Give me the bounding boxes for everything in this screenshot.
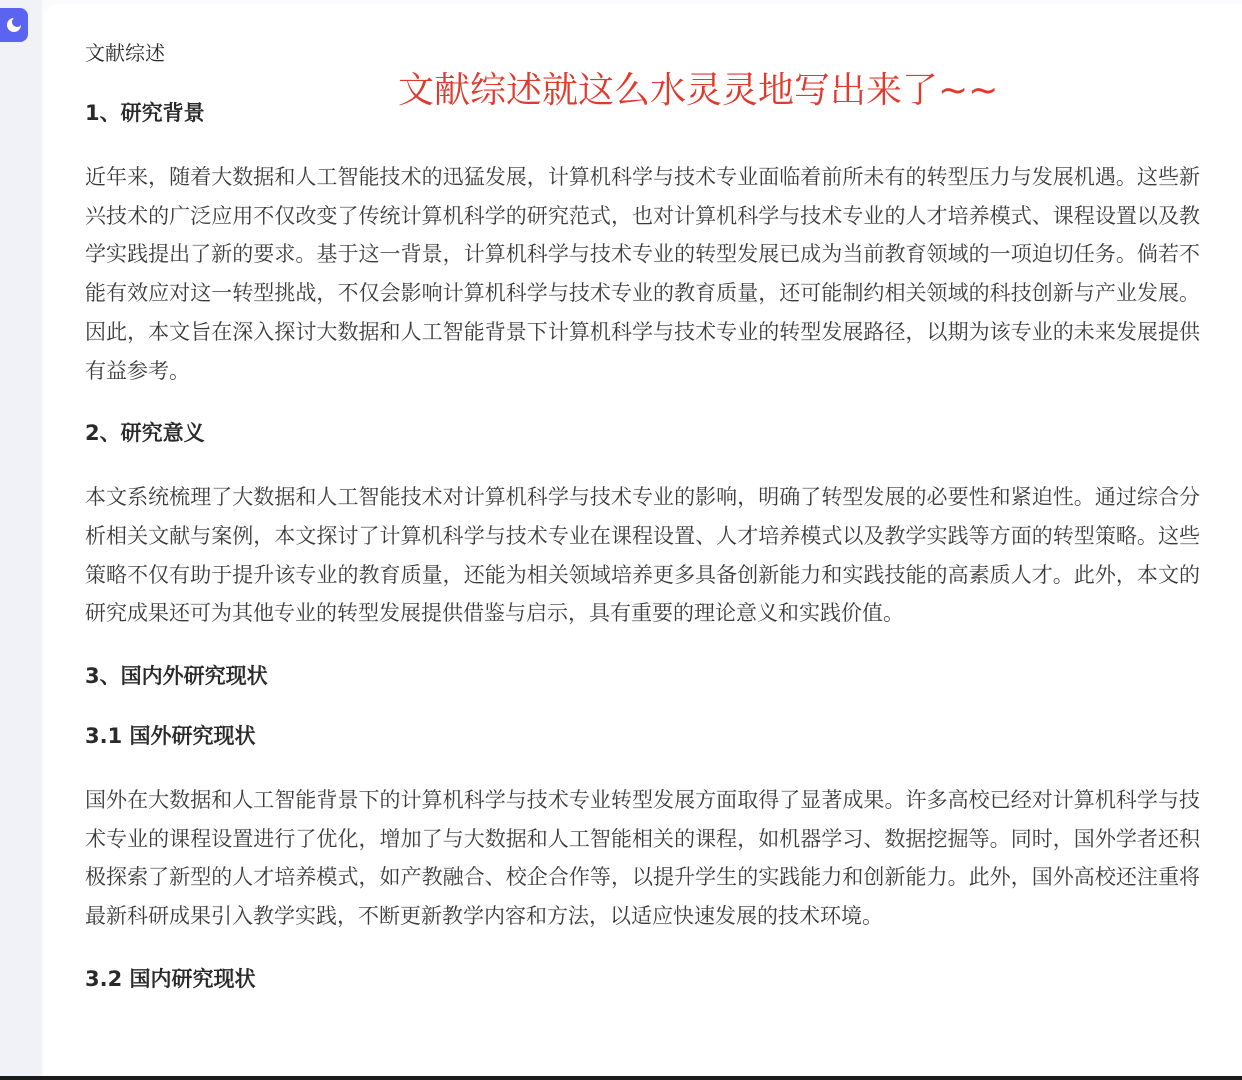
- section-heading-background: 1、研究背景: [85, 101, 205, 125]
- app-logo-button[interactable]: [0, 8, 28, 42]
- document-title: 文献综述: [85, 41, 165, 65]
- paragraph-significance: 本文系统梳理了大数据和人工智能技术对计算机科学与技术专业的影响，明确了转型发展的必要性和紧迫性。通过综合分析相关文献与案例，本文探讨了计算机科学与技术专业在课程设置、人才培养模式以及教学实践等方面的转型策略。这些策略不仅有助于提升该专业的教育质量，还能为相关领域培养更多具备创新能力和实践技能的高素质人才。此外，本文的研究成果还可为其他专业的转型发展提供借鉴与启示，具有重要的理论意义和实践价值。: [85, 485, 1200, 626]
- paragraph-foreign-status: 国外在大数据和人工智能背景下的计算机科学与技术专业转型发展方面取得了显著成果。许多高校已经对计算机科学与技术专业的课程设置进行了优化，增加了与大数据和人工智能相关的课程，如机器学习、数据挖掘等。同时，国外学者还积极探索了新型的人才培养模式，如产教融合、校企合作等，以提升学生的实践能力和创新能力。此外，国外高校还注重将最新科研成果引入教学实践，不断更新教学内容和方法，以适应快速发展的技术环境。: [85, 788, 1200, 929]
- overlay-caption: 文献综述就这么水灵灵地写出来了~~: [398, 70, 999, 111]
- section-heading-research-status: 3、国内外研究现状: [85, 664, 268, 689]
- left-sidebar: [0, 0, 42, 1076]
- sub-heading-domestic-status: 3.2 国内研究现状: [85, 966, 256, 991]
- bottom-edge-bar: [0, 1076, 1242, 1080]
- paragraph-background: 近年来，随着大数据和人工智能技术的迅猛发展，计算机科学与技术专业面临着前所未有的转型压力与发展机遇。这些新兴技术的广泛应用不仅改变了传统计算机科学的研究范式，也对计算机科学与技术专业的人才培养模式、课程设置以及教学实践提出了新的要求。基于这一背景，计算机科学与技术专业的转型发展已成为当前教育领域的一项迫切任务。倘若不能有效应对这一转型挑战，不仅会影响计算机科学与技术专业的教育质量，还可能制约相关领域的科技创新与产业发展。因此，本文旨在深入探讨大数据和人工智能背景下计算机科学与技术专业的转型发展路径，以期为该专业的未来发展提供有益参考。: [85, 165, 1200, 383]
- section-heading-significance: 2、研究意义: [85, 421, 205, 446]
- crescent-logo-icon: [5, 16, 23, 34]
- document-content: [85, 38, 1200, 994]
- sub-heading-foreign-status: 3.1 国外研究现状: [85, 724, 256, 749]
